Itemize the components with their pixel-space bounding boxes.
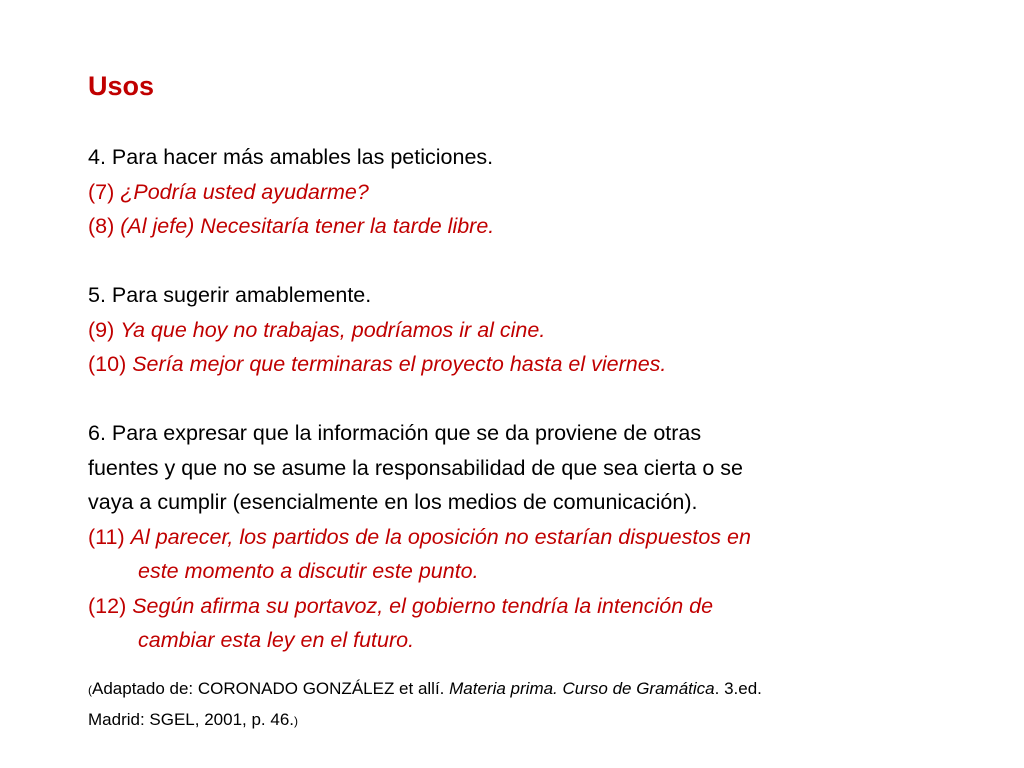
source-suffix: . 3.ed. [714,678,762,698]
section-6-heading [88,416,968,520]
example-12-line-1 [88,589,968,624]
example-12-text-1: Según afirma su portavoz, el gobierno tendría la intención de [132,593,714,618]
example-7-number: (7) [88,179,121,204]
section-4-heading: 4. Para hacer más amables las peticiones. [88,145,494,169]
example-10-number: (10) [88,352,133,376]
source-prefix: Adaptado de: CORONADO GONZÁLEZ et allí. [92,678,450,698]
section-6-heading-line-3: vaya a cumplir (esencialmente en los medios de comunicación). [88,490,698,514]
example-8 [88,209,968,244]
source-close-paren: ) [294,713,299,728]
example-8-text: (Al jefe) Necesitaría tener la tarde libre. [120,214,495,238]
spacer [88,244,968,279]
example-10 [88,347,968,382]
example-11-text-1: Al parecer, los partidos de la oposición no estarían dispuestos en [130,524,751,549]
spacer [88,382,968,417]
example-9-text: Ya que hoy no trabajas, podríamos ir al cine. [120,317,546,342]
example-11-line-1 [88,520,968,555]
section-5 [88,278,968,382]
slide-title: Usos [88,71,155,101]
source-book-title: Materia prima. Curso de Gramática [449,678,715,698]
source-line-2 [88,705,968,736]
source-citation [88,674,968,736]
example-12 [88,589,968,658]
section-6 [88,416,968,658]
example-10-text: Sería mejor que terminaras el proyecto hasta el viernes. [132,352,667,376]
example-11-text-2: este momento a discutir este punto. [138,559,479,583]
example-11 [88,520,968,589]
section-5-heading: 5. Para sugerir amablemente. [88,283,372,307]
example-11-number: (11) [88,524,131,549]
example-12-number: (12) [88,593,133,618]
example-9-number: (9) [88,317,121,342]
source-line-1 [88,674,968,705]
example-7-text: ¿Podría usted ayudarme? [120,179,369,204]
example-12-text-2: cambiar esta ley en el futuro. [138,628,415,652]
section-4 [88,140,968,244]
example-9 [88,313,968,348]
slide-content [88,68,968,736]
source-open-paren: ( [88,682,92,697]
example-8-number: (8) [88,214,121,238]
example-7 [88,175,968,210]
source-publisher: Madrid: SGEL, 2001, p. 46. [88,709,295,729]
section-6-heading-line-2: fuentes y que no se asume la responsabilidad de que sea cierta o se [88,455,743,480]
section-6-heading-line-1: 6. Para expresar que la información que se da proviene de otras [88,421,702,445]
